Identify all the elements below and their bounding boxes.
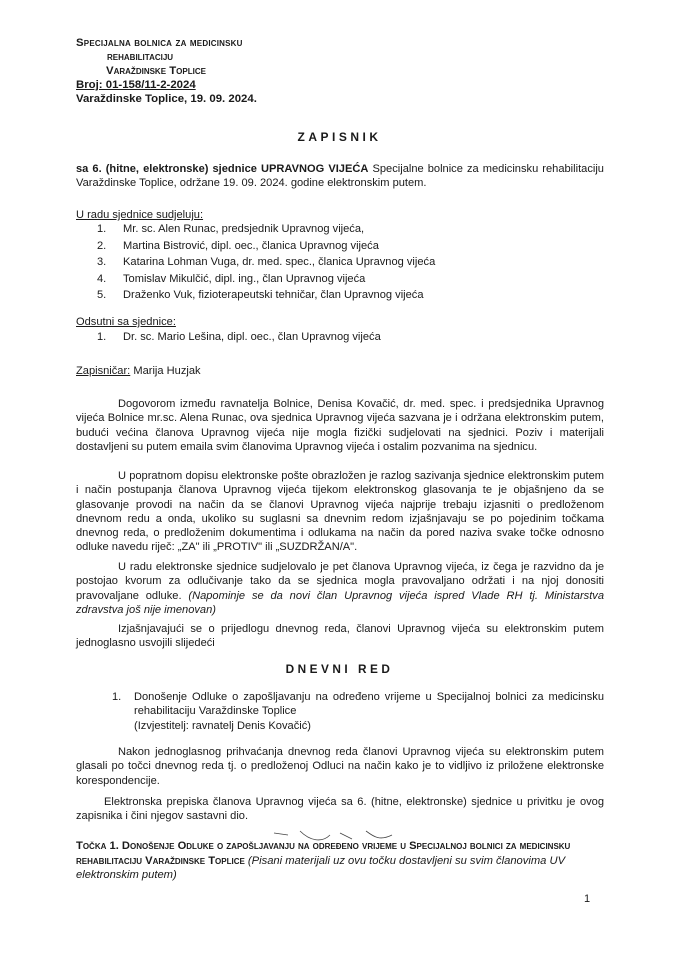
paragraph-5: Nakon jednoglasnog prihvaćanja dnevnog reda članovi Upravnog vijeća su elektronskim putem glasali po točci dnevnog reda tj. o predloženoj Odluci na način kako je to vidljivo iz priložene elektronske korespondencije.	[76, 746, 604, 787]
intro-bold: sa 6. (hitne, elektronske) sjednice UPRAVNOG VIJEĆA	[76, 163, 369, 175]
agenda-point-1-note: (Pisani materijali uz ovu točku dostavljeni su svim članovima UV elektronskim putem)	[76, 854, 566, 881]
paragraph-3-note: (Napominje se da novi član Upravnog vijeća ispred Vlade RH tj. Ministarstva zdravstva još nije imenovan)	[76, 589, 605, 616]
agenda-point-1-title: Točka 1. Donošenje Odluke o zapošljavanju na određeno vrijeme u Specijalnoj bolnici za medicinsku rehabilitaciju Varaždinske Toplice	[76, 840, 571, 867]
list-item: 5. Draženko Vuk, fizioterapeutski tehničar, član Upravnog vijeća	[97, 289, 424, 302]
recorder-line	[76, 364, 201, 378]
paragraph-1: Dogovorom između ravnatelja Bolnice, Denisa Kovačić, dr. med. spec. i predsjednika Upravnog vijeća Bolnice mr.sc. Alena Runac, ova sjednica Upravnog vijeća sazvana je i održana elektronskim putem, budući većina članova Upravnog vijeća nije mogla fizički sudjelovati na sjednici. Poziv i materijali dostavljeni su putem emaila svim članovima Upravnog vijeća i ostalim pozvanima na sjednicu.	[76, 398, 604, 453]
paragraph-3-text: U radu elektronske sjednice sudjelovalo je pet članova Upravnog vijeća, iz čega je razvidno da je postojao kvorum za odlučivanje tako da se sjednica mogla pravovaljano održati i na njoj donositi pravovaljane odluke.	[76, 561, 604, 602]
institution-name-line3: Varaždinske Toplice	[106, 65, 206, 77]
intro-rest: Specijalne bolnice za medicinsku rehabilitaciju Varaždinske Toplice, održane 19. 09. 2024. godine elektronskim putem.	[76, 163, 604, 190]
page-number: 1	[584, 893, 591, 905]
document-header	[76, 36, 257, 106]
place-and-date: Varaždinske Toplice, 19. 09. 2024.	[76, 93, 257, 105]
recorder-name: Marija Huzjak	[130, 365, 201, 377]
paragraph-6: Elektronska prepiska članova Upravnog vijeća sa 6. (hitne, elektronske) sjednice u privitku je ovog zapisnika i čini njegov sastavni dio.	[76, 796, 604, 823]
agenda-heading: DNEVNI RED	[285, 662, 394, 676]
list-item: 2. Martina Bistrović, dipl. oec., članica Upravnog vijeća	[97, 239, 379, 252]
list-item: 1. Dr. sc. Mario Lešina, dipl. oec., član Upravnog vijeća	[97, 331, 381, 343]
list-item: 3. Katarina Lohman Vuga, dr. med. spec., članica Upravnog vijeća	[97, 256, 436, 269]
agenda-item-number: 1.	[112, 691, 122, 703]
paragraph-2: U popratnom dopisu elektronske pošte obrazložen je razlog sazivanja sjednice elektronskim putem i način postupanja članova Upravnog vijeća tijekom elektronskog glasovanja te je objašnjeno da se glasovanje provodi na način da se članovi Upravnog vijeća najprije trebaju izjasniti o predloženom dnevnom redu a onda, ukoliko su suglasni sa dnevnim redom izjašnjavaju se po pojedinim točkama dnevnog reda, o predloženim dokumentima i odlukama na način da pored naziva svake točke odnosno odluke navedu riječ: „ZA" ili „PROTIV" ili „SUZDRŽAN/A".	[76, 470, 604, 554]
paragraph-4: Izjašnjavajući se o prijedlogu dnevnog reda, članovi Upravnog vijeća su elektronskim putem jednoglasno usvojili slijedeći	[76, 623, 604, 650]
intro-paragraph	[76, 162, 604, 191]
absent-members-list	[97, 329, 381, 346]
agenda-item-reporter: (Izvjestitelj: ravnatelj Denis Kovačić)	[134, 719, 311, 732]
present-heading: U radu sjednice sudjeluju:	[76, 209, 204, 221]
list-item: 4. Tomislav Mikulčić, dipl. ing., član Upravnog vijeća	[97, 272, 366, 285]
recorder-label: Zapisničar:	[76, 365, 131, 377]
paragraph-3	[76, 560, 604, 617]
institution-name-line1: Specijalna bolnica za medicinsku	[76, 37, 243, 49]
agenda-item	[112, 690, 604, 733]
document-title: ZAPISNIK	[297, 130, 382, 144]
absent-heading: Odsutni sa sjednice:	[76, 316, 176, 328]
list-item: 1. Mr. sc. Alen Runac, predsjednik Upravnog vijeća,	[97, 223, 365, 235]
document-number: Broj: 01-158/11-2-2024	[76, 79, 196, 91]
agenda-point-1	[76, 839, 606, 883]
agenda-item-text: Donošenje Odluke o zapošljavanju na određeno vrijeme u Specijalnoj bolnici za medicinsku rehabilitaciju Varaždinske Toplice	[134, 691, 604, 718]
institution-name-line2: rehabilitaciju	[107, 51, 174, 63]
present-members-list	[97, 221, 435, 304]
